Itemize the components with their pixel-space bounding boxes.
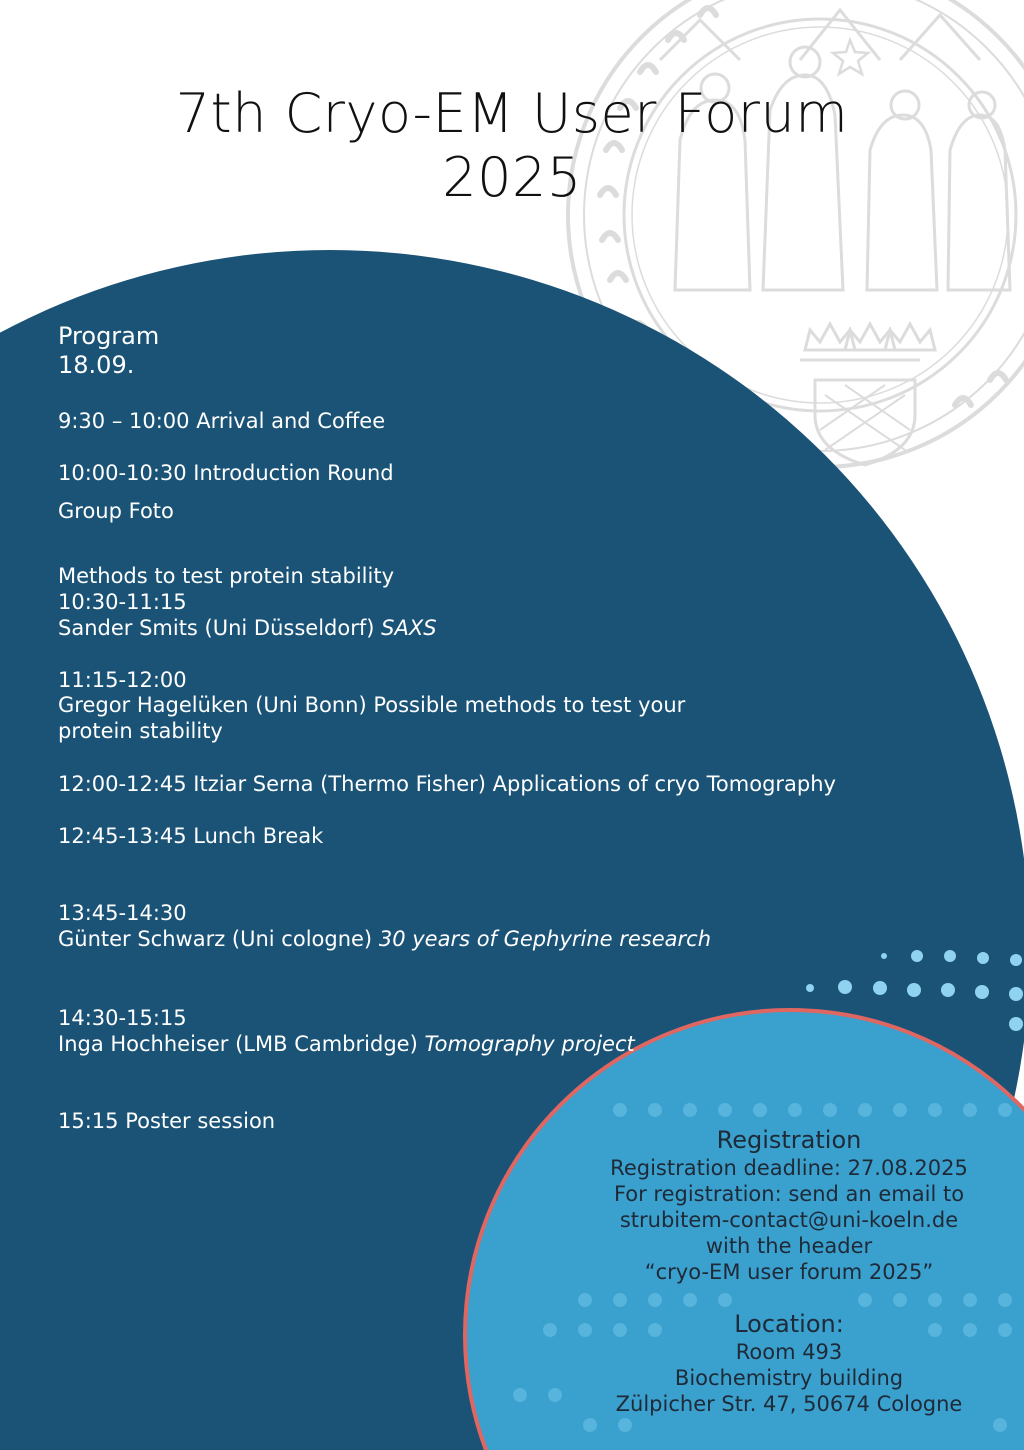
registration-deadline: Registration deadline: 27.08.2025 (610, 1156, 968, 1180)
program-item-tomography: 12:00-12:45 Itziar Serna (Thermo Fisher) Applications of cryo Tomography (58, 772, 836, 796)
program-heading: Program (58, 322, 160, 350)
program-item-talk (58, 615, 437, 641)
title-line-2: 2025 (442, 146, 582, 209)
location-address: Zülpicher Str. 47, 50674 Cologne (615, 1392, 963, 1416)
talk-topic: SAXS (381, 616, 437, 640)
program-item-poster: 15:15 Poster session (58, 1109, 276, 1133)
program-item-group-foto: Group Foto (58, 499, 174, 523)
program-item-talk: Gregor Hagelüken (Uni Bonn) Possible methods to test your (58, 693, 686, 717)
title-line-1: 7th Cryo-EM User Forum (175, 82, 849, 145)
registration-heading: Registration (716, 1126, 862, 1154)
program-item-talk-cont: protein stability (58, 719, 223, 743)
program-item-introduction: 10:00-10:30 Introduction Round (58, 461, 394, 485)
session-title: Methods to test protein stability (58, 564, 394, 588)
registration-block (584, 1125, 994, 1285)
program-item-time: 11:15-12:00 (58, 668, 187, 692)
program-item-time: 13:45-14:30 (58, 901, 187, 925)
talk-topic: 30 years of Gephyrine research (378, 927, 712, 951)
program-item-arrival: 9:30 – 10:00 Arrival and Coffee (58, 409, 386, 433)
location-block (584, 1309, 994, 1417)
registration-instruction: For registration: send an email to (613, 1182, 965, 1206)
location-heading: Location: (734, 1310, 844, 1338)
program-item-time: 14:30-15:15 (58, 1006, 187, 1030)
registration-header-note: with the header (705, 1234, 873, 1258)
program-date: 18.09. (58, 351, 135, 379)
page-title (0, 82, 1024, 210)
program-item-talk (58, 1031, 635, 1057)
speaker: Inga Hochheiser (LMB Cambridge) (58, 1032, 418, 1056)
program-item-talk (58, 926, 711, 952)
program-item-time: 10:30-11:15 (58, 590, 187, 614)
registration-email: strubitem-contact@uni-koeln.de (619, 1208, 959, 1232)
speaker: Sander Smits (Uni Düsseldorf) (58, 616, 375, 640)
talk-topic: Tomography project (424, 1032, 635, 1056)
registration-subject: “cryo-EM user forum 2025” (644, 1260, 934, 1284)
program-item-lunch: 12:45-13:45 Lunch Break (58, 824, 324, 848)
location-building: Biochemistry building (674, 1366, 904, 1390)
location-room: Room 493 (735, 1340, 843, 1364)
speaker: Günter Schwarz (Uni cologne) (58, 927, 373, 951)
